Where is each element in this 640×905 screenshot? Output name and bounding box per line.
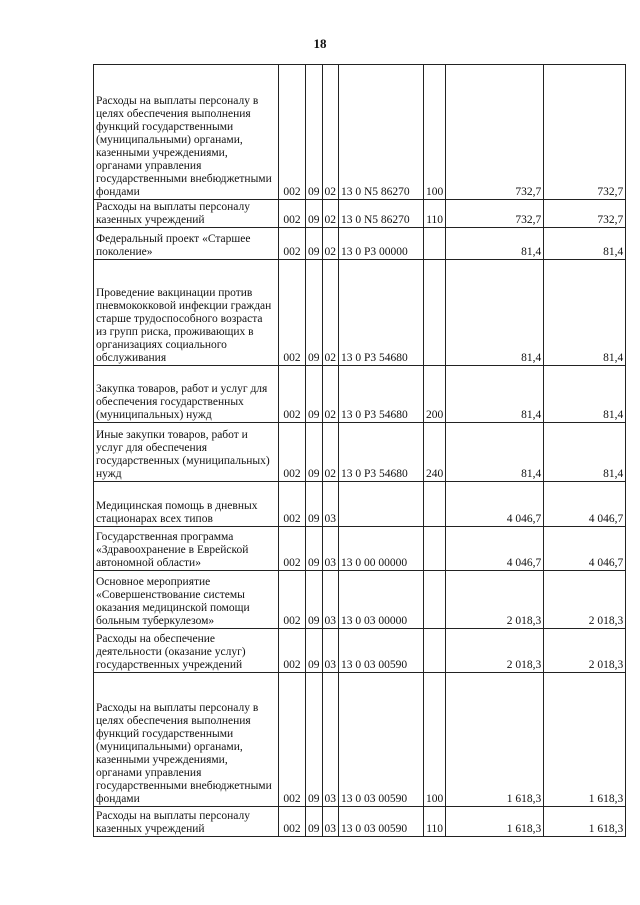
- row-amount-2: 81,4: [544, 260, 626, 366]
- row-amount-1: 4 046,7: [446, 527, 544, 571]
- row-subsection-code: 02: [322, 260, 339, 366]
- row-expense-type: 200: [424, 366, 446, 423]
- table-row: [94, 571, 626, 629]
- row-expense-type: 100: [424, 65, 446, 200]
- row-ved-code: 002: [279, 807, 306, 837]
- budget-table: [93, 64, 626, 837]
- row-description: Расходы на выплаты персоналу в целях обеспечения выполнения функций государственными (муниципальными) органами, казенными учреждениями, органами управления государственными внебюджетными фондами: [94, 673, 279, 807]
- row-subsection-code: 03: [322, 571, 339, 629]
- row-ved-code: 002: [279, 571, 306, 629]
- row-ved-code: 002: [279, 366, 306, 423]
- row-amount-1: 81,4: [446, 228, 544, 260]
- row-section-code: 09: [306, 807, 323, 837]
- row-description: Медицинская помощь в дневных стационарах всех типов: [94, 482, 279, 527]
- table-row: [94, 228, 626, 260]
- row-subsection-code: 02: [322, 228, 339, 260]
- row-amount-1: 1 618,3: [446, 673, 544, 807]
- row-amount-1: 2 018,3: [446, 629, 544, 673]
- page-number: 18: [313, 36, 327, 51]
- row-description: Федеральный проект «Старшее поколение»: [94, 228, 279, 260]
- row-section-code: 09: [306, 228, 323, 260]
- row-amount-2: 1 618,3: [544, 673, 626, 807]
- row-amount-2: 4 046,7: [544, 482, 626, 527]
- row-ved-code: 002: [279, 200, 306, 228]
- row-description: Расходы на выплаты персоналу в целях обеспечения выполнения функций государственными (муниципальными) органами, казенными учреждениями, органами управления государственными внебюджетными фондами: [94, 65, 279, 200]
- row-amount-1: 732,7: [446, 200, 544, 228]
- table-row: [94, 260, 626, 366]
- row-amount-2: 1 618,3: [544, 807, 626, 837]
- row-ved-code: 002: [279, 260, 306, 366]
- row-description: Расходы на обеспечение деятельности (оказание услуг) государственных учреждений: [94, 629, 279, 673]
- row-target-article: [339, 482, 424, 527]
- row-subsection-code: 03: [322, 482, 339, 527]
- table-row: [94, 482, 626, 527]
- row-amount-1: 81,4: [446, 260, 544, 366]
- table-row: [94, 366, 626, 423]
- row-expense-type: [424, 629, 446, 673]
- row-amount-1: 732,7: [446, 65, 544, 200]
- row-expense-type: 100: [424, 673, 446, 807]
- row-ved-code: 002: [279, 482, 306, 527]
- row-description: Расходы на выплаты персоналу казенных учреждений: [94, 807, 279, 837]
- row-section-code: 09: [306, 527, 323, 571]
- row-target-article: 13 0 N5 86270: [339, 200, 424, 228]
- row-expense-type: [424, 571, 446, 629]
- row-section-code: 09: [306, 482, 323, 527]
- row-subsection-code: 02: [322, 65, 339, 200]
- row-subsection-code: 03: [322, 629, 339, 673]
- table-row: [94, 200, 626, 228]
- row-target-article: 13 0 N5 86270: [339, 65, 424, 200]
- row-section-code: 09: [306, 571, 323, 629]
- row-expense-type: [424, 260, 446, 366]
- row-target-article: 13 0 P3 54680: [339, 260, 424, 366]
- row-target-article: 13 0 03 00590: [339, 807, 424, 837]
- row-target-article: 13 0 P3 00000: [339, 228, 424, 260]
- row-amount-1: 1 618,3: [446, 807, 544, 837]
- row-amount-1: 4 046,7: [446, 482, 544, 527]
- row-amount-1: 81,4: [446, 366, 544, 423]
- row-amount-2: 81,4: [544, 423, 626, 482]
- row-amount-2: 81,4: [544, 366, 626, 423]
- row-expense-type: 110: [424, 200, 446, 228]
- row-target-article: 13 0 P3 54680: [339, 366, 424, 423]
- row-description: Закупка товаров, работ и услуг для обеспечения государственных (муниципальных) нужд: [94, 366, 279, 423]
- table-row: [94, 527, 626, 571]
- row-ved-code: 002: [279, 423, 306, 482]
- row-subsection-code: 02: [322, 366, 339, 423]
- row-target-article: 13 0 03 00000: [339, 571, 424, 629]
- table-row: [94, 65, 626, 200]
- row-ved-code: 002: [279, 228, 306, 260]
- table-row: [94, 807, 626, 837]
- row-subsection-code: 03: [322, 527, 339, 571]
- row-target-article: 13 0 03 00590: [339, 673, 424, 807]
- row-expense-type: [424, 228, 446, 260]
- row-amount-2: 2 018,3: [544, 629, 626, 673]
- row-amount-2: 81,4: [544, 228, 626, 260]
- row-description: Государственная программа «Здравоохранение в Еврейской автономной области»: [94, 527, 279, 571]
- table-row: [94, 673, 626, 807]
- table-row: [94, 629, 626, 673]
- row-section-code: 09: [306, 260, 323, 366]
- row-subsection-code: 03: [322, 673, 339, 807]
- row-ved-code: 002: [279, 527, 306, 571]
- row-target-article: 13 0 P3 54680: [339, 423, 424, 482]
- row-section-code: 09: [306, 423, 323, 482]
- row-amount-1: 81,4: [446, 423, 544, 482]
- row-amount-2: 732,7: [544, 65, 626, 200]
- row-amount-1: 2 018,3: [446, 571, 544, 629]
- row-target-article: 13 0 00 00000: [339, 527, 424, 571]
- row-amount-2: 732,7: [544, 200, 626, 228]
- row-subsection-code: 02: [322, 423, 339, 482]
- row-amount-2: 4 046,7: [544, 527, 626, 571]
- row-section-code: 09: [306, 65, 323, 200]
- row-ved-code: 002: [279, 65, 306, 200]
- row-section-code: 09: [306, 673, 323, 807]
- row-section-code: 09: [306, 200, 323, 228]
- row-expense-type: 240: [424, 423, 446, 482]
- row-ved-code: 002: [279, 629, 306, 673]
- row-expense-type: [424, 527, 446, 571]
- row-ved-code: 002: [279, 673, 306, 807]
- row-description: Расходы на выплаты персоналу казенных учреждений: [94, 200, 279, 228]
- row-expense-type: 110: [424, 807, 446, 837]
- row-target-article: 13 0 03 00590: [339, 629, 424, 673]
- row-subsection-code: 03: [322, 807, 339, 837]
- row-amount-2: 2 018,3: [544, 571, 626, 629]
- row-description: Основное мероприятие «Совершенствование системы оказания медицинской помощи больным туберкулезом»: [94, 571, 279, 629]
- table-row: [94, 423, 626, 482]
- row-expense-type: [424, 482, 446, 527]
- row-description: Иные закупки товаров, работ и услуг для обеспечения государственных (муниципальных) нужд: [94, 423, 279, 482]
- row-section-code: 09: [306, 366, 323, 423]
- row-subsection-code: 02: [322, 200, 339, 228]
- row-description: Проведение вакцинации против пневмококковой инфекции граждан старше трудоспособного возраста из групп риска, проживающих в организациях социального обслуживания: [94, 260, 279, 366]
- row-section-code: 09: [306, 629, 323, 673]
